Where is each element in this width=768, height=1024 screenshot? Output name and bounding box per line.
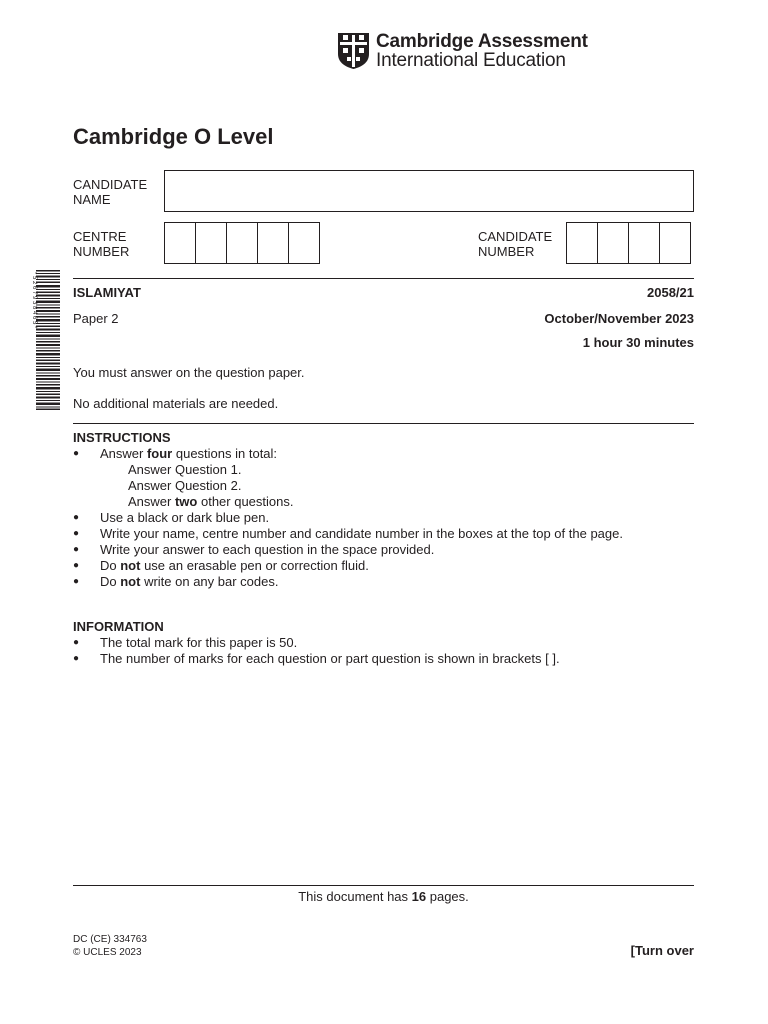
centre-number-label: CENTRE NUMBER [73, 229, 130, 259]
logo-title: Cambridge Assessment [376, 31, 588, 52]
materials-note: No additional materials are needed. [73, 396, 279, 411]
information-list [73, 635, 703, 667]
centre-number-boxes [164, 222, 320, 264]
list-item: ● Write your name, centre number and candidate number in the boxes at the top of the page. [73, 526, 703, 542]
list-item: ● Do not write on any bar codes. [73, 574, 703, 590]
candidate-number-cell[interactable] [566, 222, 598, 264]
exam-session: October/November 2023 [544, 311, 694, 326]
turn-over: [Turn over [630, 943, 694, 958]
instructions-heading: INSTRUCTIONS [73, 430, 171, 445]
divider [73, 278, 694, 279]
divider [73, 885, 694, 886]
information-heading: INFORMATION [73, 619, 164, 634]
dc-code: DC (CE) 334763 [73, 934, 147, 945]
instructions-section [73, 430, 703, 590]
candidate-name-label: CANDIDATE NAME [73, 177, 148, 207]
barcode-graphic [26, 270, 62, 410]
barcode [26, 270, 62, 410]
list-item: ● Write your answer to each question in the space provided. [73, 542, 703, 558]
list-subitem: Answer two other questions. [128, 494, 294, 509]
answer-note: You must answer on the question paper. [73, 365, 305, 380]
cambridge-logo [337, 30, 587, 72]
university-crest-icon [337, 32, 370, 70]
logo-subtitle: International Education [376, 50, 566, 71]
candidate-number-cell[interactable] [597, 222, 629, 264]
list-item: ● Use a black or dark blue pen. [73, 510, 703, 526]
centre-number-cell[interactable] [257, 222, 289, 264]
centre-number-cell[interactable] [195, 222, 227, 264]
subject-title: ISLAMIYAT [73, 285, 141, 300]
list-item: ● The total mark for this paper is 50. [73, 635, 703, 651]
list-subitem: Answer Question 2. [128, 478, 242, 493]
list-item: ● The number of marks for each question or part question is shown in brackets [ ]. [73, 651, 703, 667]
centre-number-cell[interactable] [288, 222, 320, 264]
list-item: ● Answer four questions in total: [73, 446, 703, 462]
copyright: © UCLES 2023 [73, 947, 142, 958]
syllabus-code: 2058/21 [647, 285, 694, 300]
information-section [73, 619, 703, 667]
qualification-title: Cambridge O Level [73, 124, 274, 149]
candidate-number-label: CANDIDATE NUMBER [478, 229, 553, 259]
centre-number-cell[interactable] [164, 222, 196, 264]
page-count: This document has 16 pages. [298, 889, 469, 904]
barcode-digits: * 5 2 6 7 9 3 8 4 6 5 * [31, 272, 37, 329]
footer-codes [73, 933, 147, 959]
exam-duration: 1 hour 30 minutes [582, 335, 694, 350]
divider [73, 423, 694, 424]
candidate-number-boxes [566, 222, 691, 264]
candidate-number-cell[interactable] [628, 222, 660, 264]
instructions-list [73, 446, 703, 462]
candidate-number-cell[interactable] [659, 222, 691, 264]
list-subitem: Answer Question 1. [128, 462, 242, 477]
centre-number-cell[interactable] [226, 222, 258, 264]
candidate-name-box[interactable] [164, 170, 694, 212]
list-item: ● Do not use an erasable pen or correction fluid. [73, 558, 703, 574]
paper-number: Paper 2 [73, 311, 119, 326]
instructions-list [73, 510, 703, 590]
